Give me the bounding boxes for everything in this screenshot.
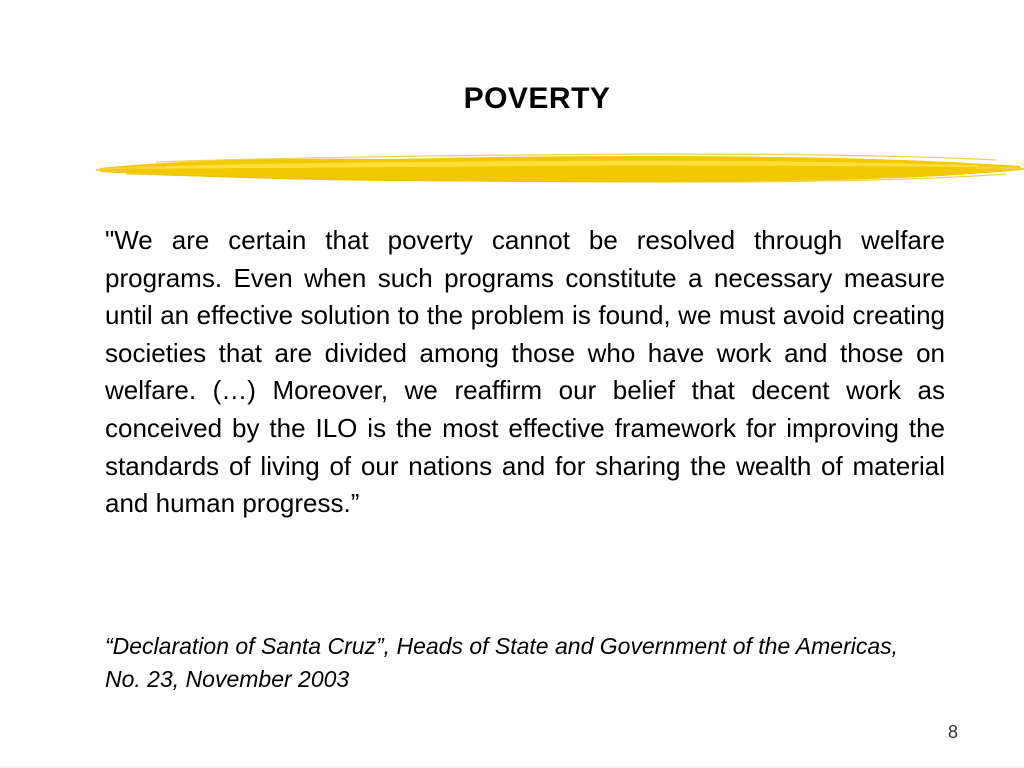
- page-number: 8: [947, 722, 958, 742]
- quote-citation: “Declaration of Santa Cruz”, Heads of State and Government of the Americas, No. 23, November 2003: [105, 633, 899, 692]
- quote-text: "We are certain that poverty cannot be resolved through welfare programs. Even when such programs constitute a necessary measure until an effective solution to the problem is found, we must avoid creating societies that are divided among those who have work and those on welfare. (…) Moreover, we reaffirm our belief that decent work as conceived by the ILO is the most effective framework for improving the standards of living of our nations and for sharing the wealth of material and human progress.”: [105, 225, 945, 519]
- yellow-brush-stroke-icon: [96, 146, 1024, 190]
- slide-title: POVERTY: [463, 82, 611, 115]
